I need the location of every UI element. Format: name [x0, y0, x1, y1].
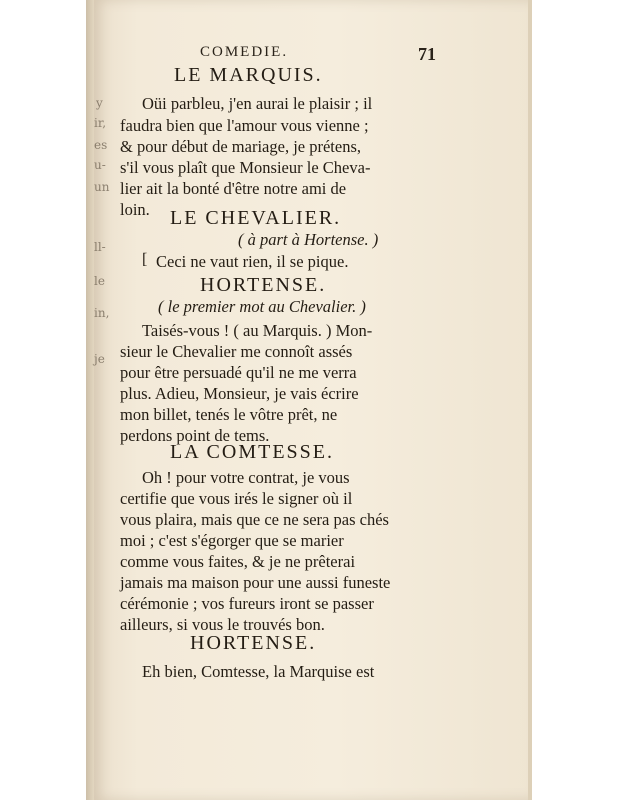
page-edge: [528, 0, 532, 800]
text-line: & pour début de mariage, je prétens,: [120, 137, 361, 156]
text-line: mon billet, tenés le vôtre prêt, ne: [120, 405, 338, 424]
text-line: Taisés-vous ! ( au Marquis. ) Mon-: [142, 321, 373, 340]
speaker-heading: HORTENSE.: [200, 274, 327, 296]
speaker-heading: HORTENSE.: [190, 632, 317, 654]
text-line: pour être persuadé qu'il ne me verra: [120, 363, 357, 382]
bleed-text: u-: [94, 158, 106, 172]
bleed-text: le: [94, 274, 105, 288]
text-line: lier ait la bonté d'être notre ami de: [120, 179, 347, 198]
text-line: plus. Adieu, Monsieur, je vais écrire: [120, 384, 359, 403]
text-line: cérémonie ; vos fureurs iront se passer: [120, 594, 374, 613]
bleed-text: y: [96, 96, 103, 110]
text-line: ailleurs, si vous le trouvés bon.: [120, 615, 325, 634]
bleed-text: ir,: [94, 116, 107, 130]
text-line: Oüi parbleu, j'en aurai le plaisir ; il: [142, 94, 373, 113]
text-line: perdons point de tems.: [120, 426, 270, 445]
speaker-heading: LA COMTESSE.: [170, 441, 335, 463]
bleed-text: es: [94, 138, 108, 152]
text-line: comme vous faites, & je ne prêterai: [120, 552, 356, 571]
bleed-text: je: [94, 352, 105, 366]
text-line: jamais ma maison pour une aussi funeste: [120, 573, 391, 592]
bleed-text: ll-: [94, 240, 106, 254]
text-line: certifie que vous irés le signer où il: [120, 489, 353, 508]
text-line: Ceci ne vaut rien, il se pique.: [156, 252, 349, 271]
page-number: 71: [418, 44, 436, 64]
bleed-text: in,: [94, 306, 110, 320]
text-line: vous plaira, mais que ce ne sera pas chés: [120, 510, 389, 529]
text-line: sieur le Chevalier me connoît assés: [120, 342, 353, 361]
bleed-text: un: [94, 180, 110, 194]
speaker-heading: LE CHEVALIER.: [170, 207, 342, 229]
stage-direction: ( le premier mot au Chevalier. ): [158, 297, 366, 316]
text-line: loin.: [120, 200, 150, 219]
text-line: faudra bien que l'amour vous vienne ;: [120, 116, 369, 135]
running-head: COMEDIE.: [200, 44, 289, 60]
text-line: Oh ! pour votre contrat, je vous: [142, 468, 350, 487]
bracket-mark: [: [142, 251, 148, 268]
speaker-heading: LE MARQUIS.: [174, 64, 323, 86]
text-line: s'il vous plaît que Monsieur le Cheva-: [120, 158, 371, 177]
text-line: moi ; c'est s'égorger que se marier: [120, 531, 344, 550]
text-line: Eh bien, Comtesse, la Marquise est: [142, 662, 375, 681]
gutter-shadow: [86, 0, 94, 800]
stage-direction: ( à part à Hortense. ): [238, 230, 379, 249]
